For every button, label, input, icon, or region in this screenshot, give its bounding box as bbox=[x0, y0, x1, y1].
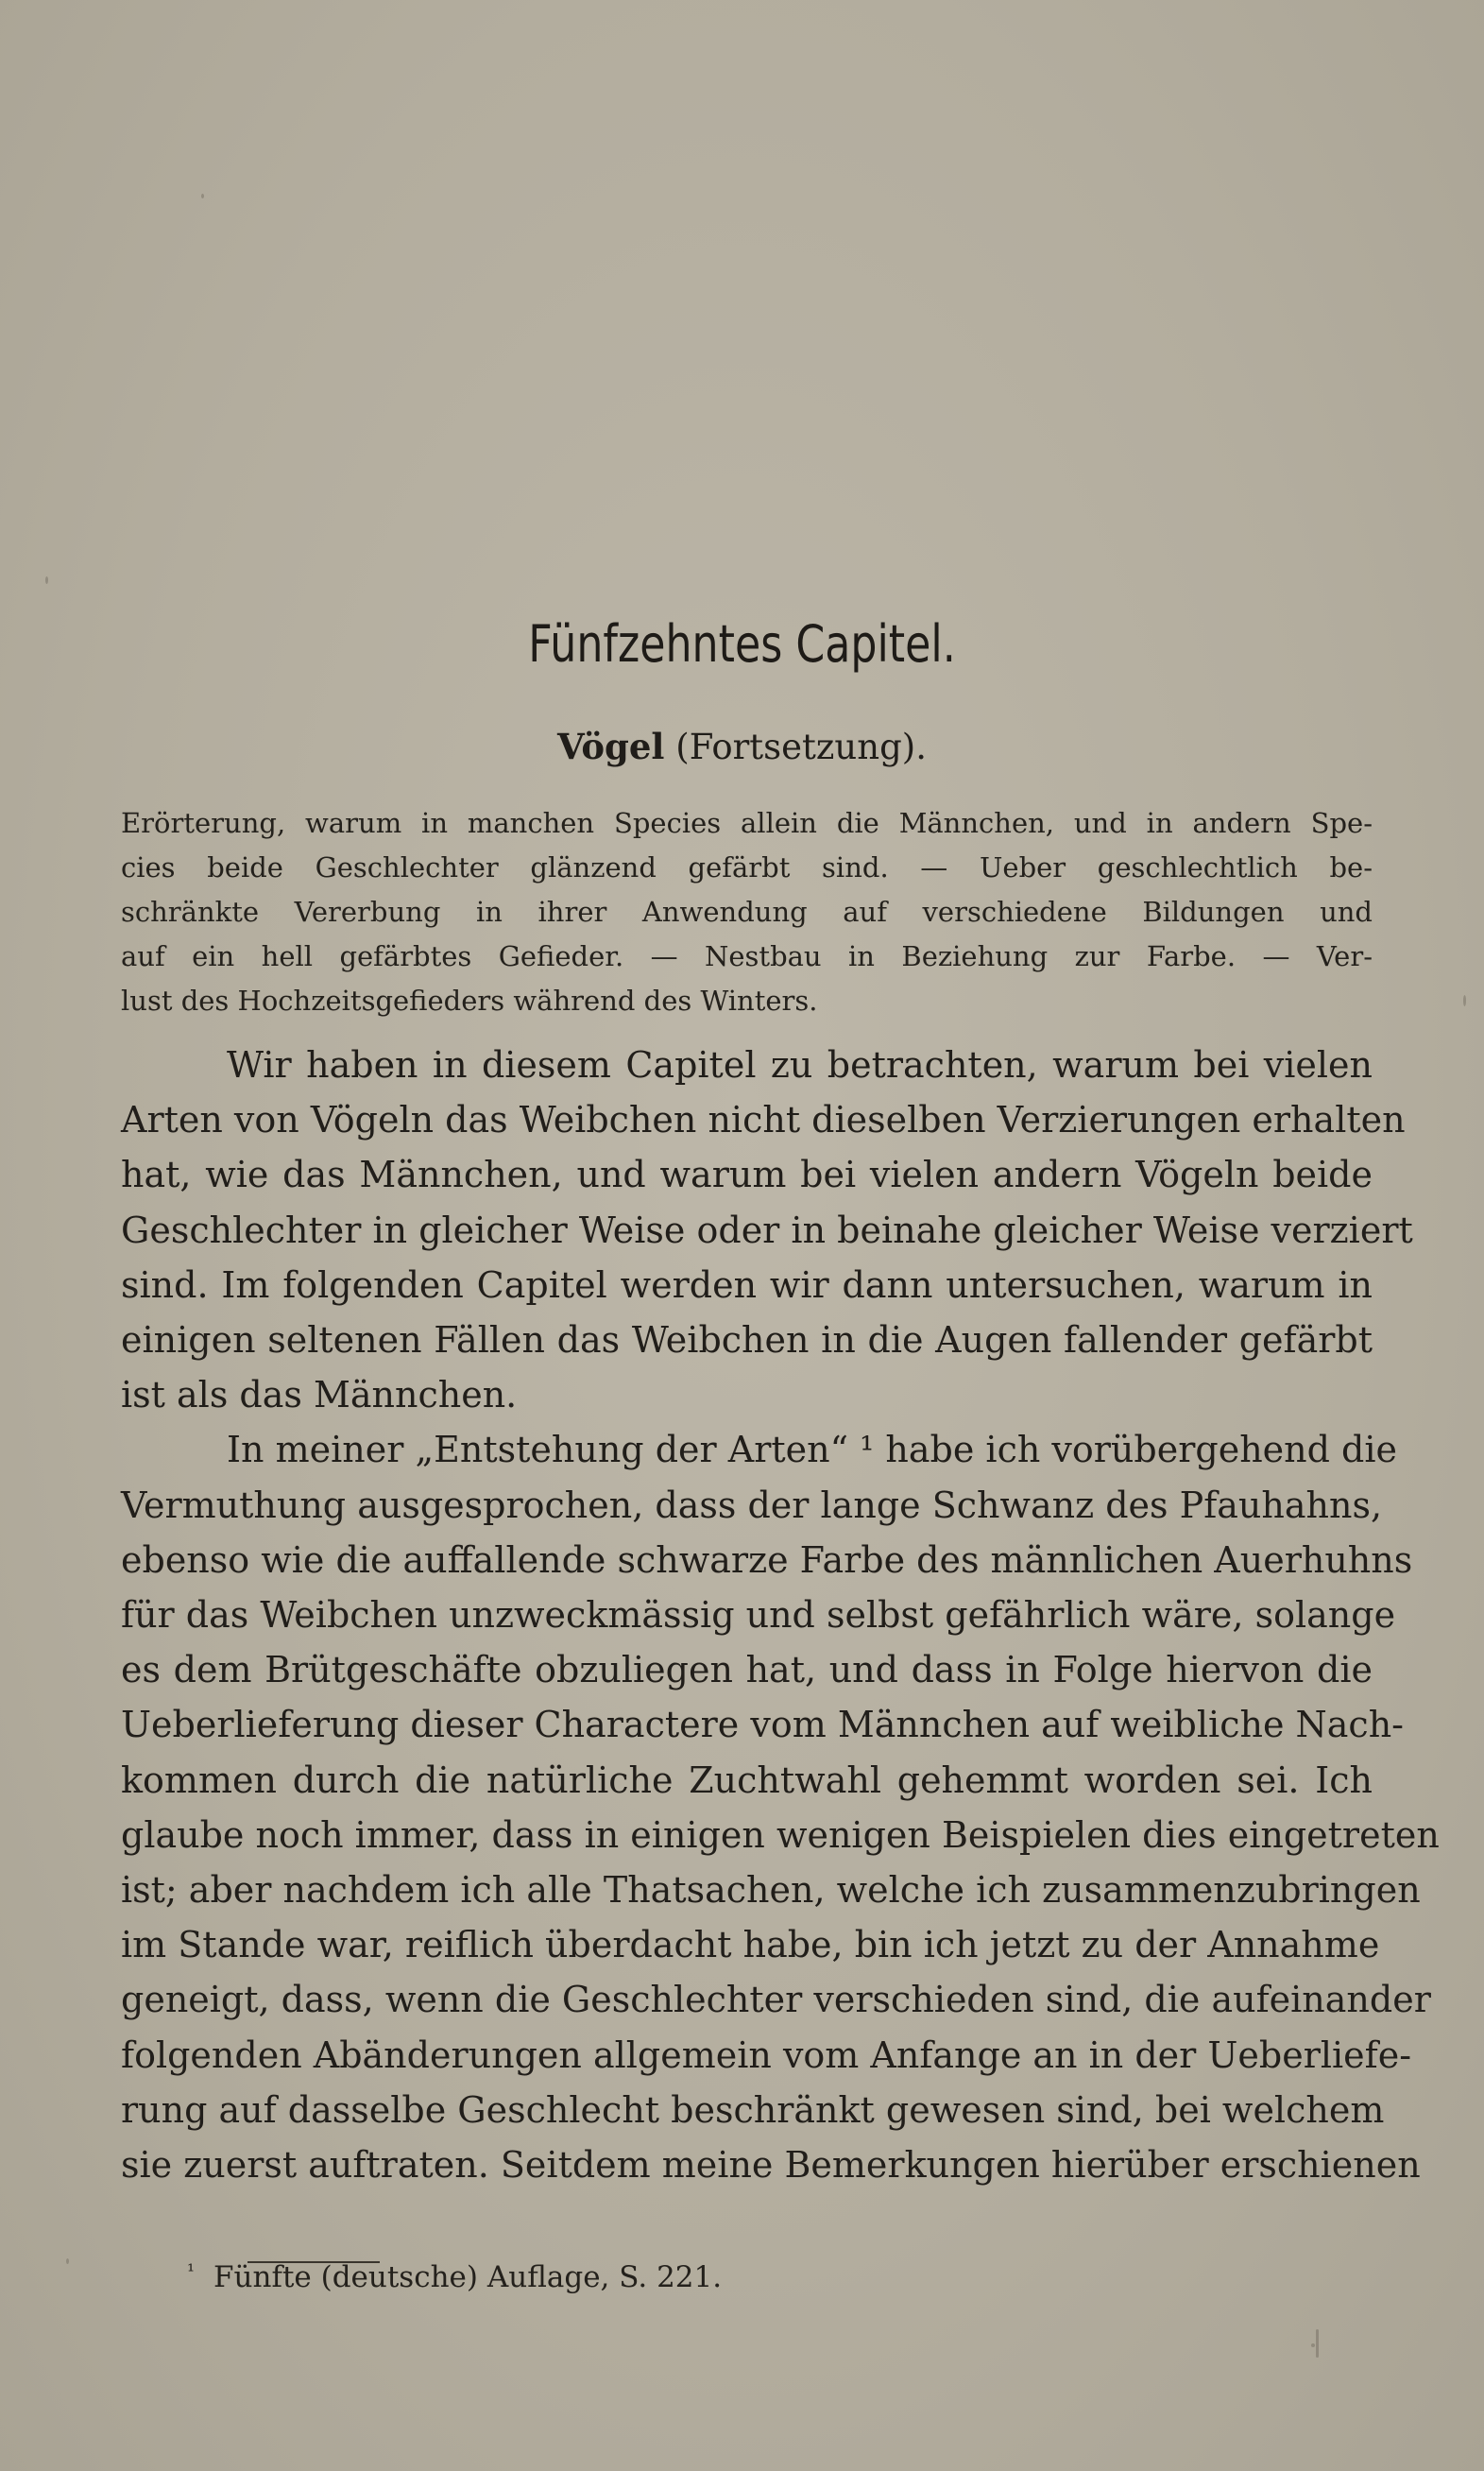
chapter-subtitle bbox=[0, 726, 1484, 767]
summary-line: Erörterung, warum in manchen Species allein die Männchen, und in andern Spe- bbox=[121, 807, 1373, 839]
paper-speck bbox=[45, 576, 48, 584]
text-line: ist; aber nachdem ich alle Thatsachen, welche ich zusammenzubringen bbox=[121, 1869, 1421, 1912]
chapter-summary bbox=[121, 801, 1373, 1023]
text-line: geneigt, dass, wenn die Geschlechter verschieden sind, die aufeinander bbox=[121, 1979, 1431, 2021]
summary-line: lust des Hochzeitsgefieders während des Winters. bbox=[121, 985, 818, 1017]
text-line: Vermuthung ausgesprochen, dass der lange Schwanz des Pfauhahns, bbox=[121, 1484, 1383, 1526]
text-line: ist als das Männchen. bbox=[121, 1374, 518, 1416]
chapter-subtitle-note: (Fortsetzung). bbox=[664, 727, 927, 767]
footnote-text: Fünfte (deutsche) Auflage, S. 221. bbox=[213, 2260, 723, 2294]
text-line: sie zuerst auftraten. Seitdem meine Bemerkungen hierüber erschienen bbox=[121, 2144, 1421, 2187]
text-line: rung auf dasselbe Geschlecht beschränkt gewesen sind, bei welchem bbox=[121, 2088, 1385, 2131]
chapter-title: Fünfzehntes Capitel. bbox=[528, 614, 956, 674]
text-line: ebenso wie die auffallende schwarze Farbe des männlichen Auerhuhns bbox=[121, 1538, 1413, 1581]
summary-line: schränkte Vererbung in ihrer Anwendung auf verschiedene Bildungen und bbox=[121, 896, 1373, 928]
text-line: sind. Im folgenden Capitel werden wir dann untersuchen, warum in bbox=[121, 1263, 1373, 1306]
text-line: kommen durch die natürliche Zuchtwahl gehemmt worden sei. Ich bbox=[121, 1759, 1373, 1801]
text-line: Geschlechter in gleicher Weise oder in beinahe gleicher Weise verziert bbox=[121, 1209, 1413, 1251]
paper-speck bbox=[66, 2258, 69, 2264]
paper-speck bbox=[1316, 2329, 1319, 2358]
paper-speck bbox=[1463, 995, 1466, 1006]
summary-paragraph bbox=[121, 801, 1373, 1023]
text-line: hat, wie das Männchen, und warum bei vielen andern Vögeln beide bbox=[121, 1154, 1373, 1196]
text-line: im Stande war, reiflich überdacht habe, bin ich jetzt zu der Annahme bbox=[121, 1924, 1380, 1966]
paragraph-1 bbox=[121, 1038, 1413, 1422]
body-text bbox=[121, 1038, 1440, 2192]
text-line: Arten von Vögeln das Weibchen nicht dieselben Verzierungen erhalten bbox=[121, 1099, 1406, 1141]
text-line: Ueberlieferung dieser Charactere vom Männchen auf weibliche Nach- bbox=[121, 1704, 1405, 1746]
text-line: In meiner „Entstehung der Arten“ ¹ habe ich vorübergehend die bbox=[227, 1429, 1398, 1471]
text-line: einigen seltenen Fällen das Weibchen in die Augen fallender gefärbt bbox=[121, 1319, 1373, 1362]
text-line: für das Weibchen unzweckmässig und selbst gefährlich wäre, solange bbox=[121, 1594, 1396, 1637]
text-line: folgenden Abänderungen allgemein vom Anfange an in der Ueberliefe- bbox=[121, 2033, 1412, 2076]
paragraph-2 bbox=[121, 1422, 1440, 2192]
text-line: glaube noch immer, dass in einigen wenigen Beispielen dies eingetreten bbox=[121, 1813, 1440, 1856]
paper-speck bbox=[201, 194, 204, 198]
footnote bbox=[187, 2247, 722, 2301]
footnote-marker: ¹ bbox=[187, 2259, 196, 2282]
text-line: es dem Brütgeschäfte obzuliegen hat, und dass in Folge hiervon die bbox=[121, 1649, 1373, 1691]
summary-line: auf ein hell gefärbtes Gefieder. — Nestbau in Beziehung zur Farbe. — Ver- bbox=[121, 940, 1373, 972]
chapter-subtitle-topic: Vögel bbox=[557, 726, 665, 767]
paper-speck bbox=[1311, 2343, 1315, 2347]
summary-line: cies beide Geschlechter glänzend gefärbt sind. — Ueber geschlechtlich be- bbox=[121, 851, 1373, 884]
text-line: Wir haben in diesem Capitel zu betrachten, warum bei vielen bbox=[227, 1044, 1373, 1086]
